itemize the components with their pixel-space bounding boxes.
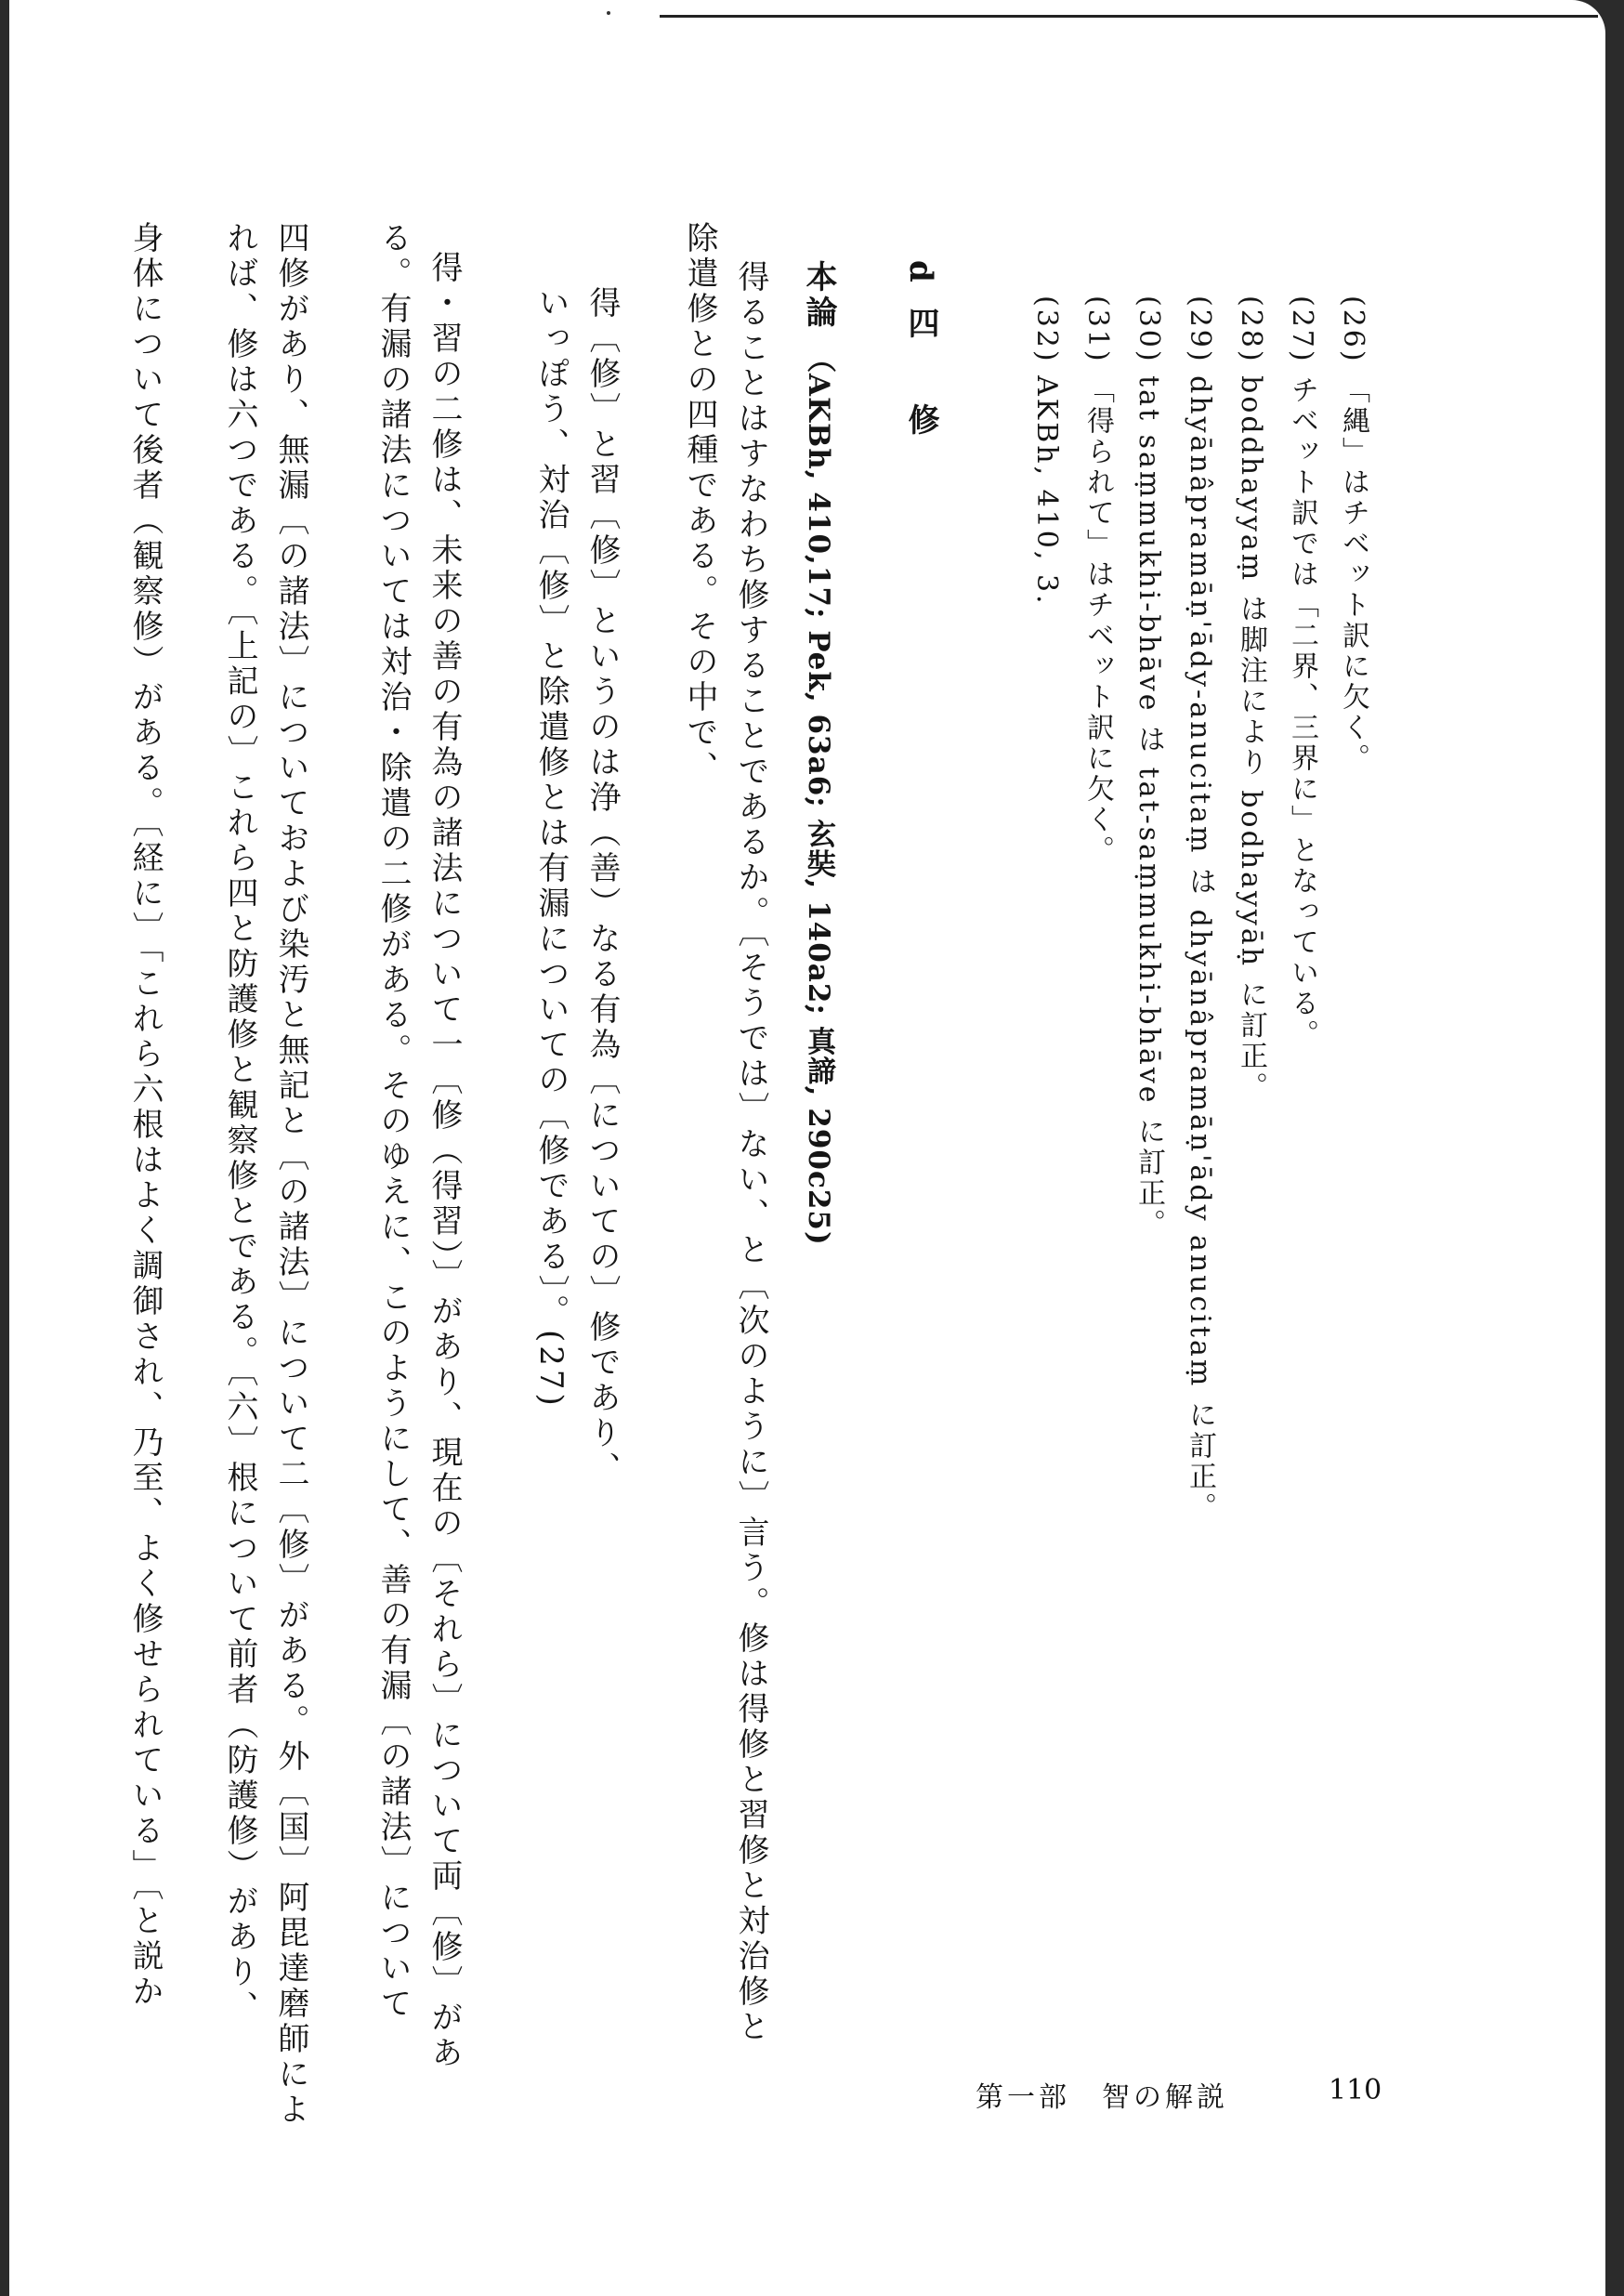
footnote-27: (27) チベット訳では「二界、三界に」となっている。 [1286,295,1318,1051]
footnote-26: (26) 「縄」はチベット訳に欠く。 [1337,295,1369,775]
footnote-29: (29) dhyānâpramāṇ'ādy-anucitaṃ は dhyānâpramāṇ'ādy anucitaṃ に訂正。 [1184,295,1216,1523]
page [9,0,1605,2296]
body-line-4: いっぽう、対治〔修〕と除遣修とは有漏についての〔修である〕。(27) [532,251,570,1410]
footnote-28: (28) boddhayyaṃ は脚注により bodhayyāḥ に訂正。 [1235,295,1267,1103]
body-line-1: 得ることはすなわち修することであるか。〔そうでは〕ない、と〔次のように〕言う。修は得修と習修と対治修と [732,260,769,2045]
body-line-2: 除遣修との四種である。その中で、 [681,221,718,786]
page-number: 110 [1329,2074,1382,2106]
body-line-8: れば、修は六つである。〔上記の〕これら四と防護修と観察修とである。〔六〕根について前者（防護修）があり、 [221,221,258,2026]
section-label: d [902,260,939,286]
body-line-5: 得・習の二修は、未来の善の有為の諸法について一〔修（得習）〕があり、現在の〔それら〕について両〔修〕があ [426,251,463,2071]
source-label: 本論 [800,260,837,331]
body-line-3: 得〔修〕と習〔修〕というのは浄（善）なる有為〔についての〕修であり、 [583,251,621,1487]
body-line-9: 身体について後者（観察修）がある。〔経に〕「これら六根はよく調御され、乃至、よく修せられている」〔と説か [126,221,164,2010]
scan-speck [607,11,610,15]
footnote-32: (32) AKBh, 410, 3. [1030,295,1063,607]
running-footer-title: 第一部 智の解説 [976,2081,1228,2114]
footnote-31: (31) 「得られて」はチベット訳に欠く。 [1081,295,1114,867]
footnote-30: (30) tat saṃmukhi-bhāve は tat-saṃmukhi-bhāve に訂正。 [1133,295,1165,1240]
source-reference: （AKBh, 410,17; Pek, 63a6; 玄奘, 140a2; 真諦, 290c25) [802,344,835,1246]
section-title: 四 修 [902,307,939,452]
body-line-7: 四修があり、無漏〔の諸法〕についておよび染汚と無記と〔の諸法〕について二〔修〕がある。外〔国〕阿毘達磨師によ [272,221,309,2128]
body-line-6: る。有漏の諸法については対治・除遣の二修がある。そのゆえに、このようにして、善の有漏〔の諸法〕について [374,221,412,2022]
top-rule [660,15,1598,18]
